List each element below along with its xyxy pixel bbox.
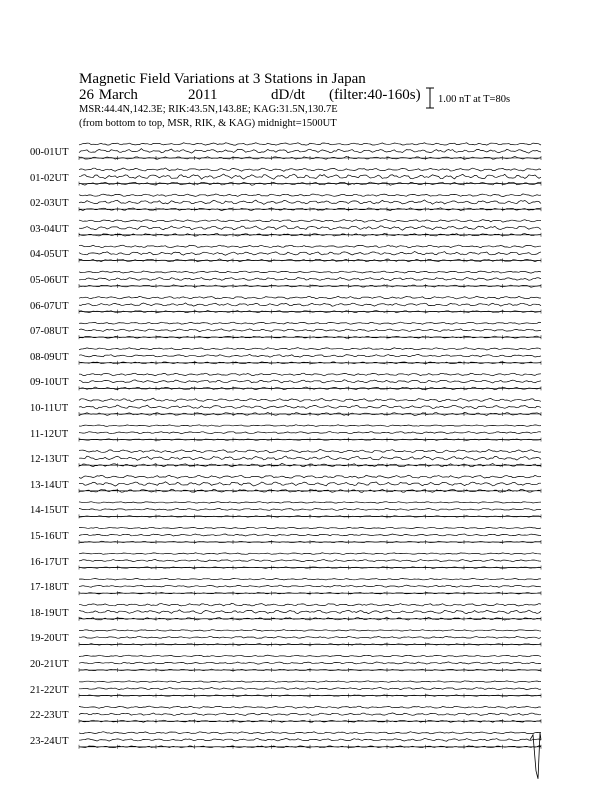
trace-kag [79,398,541,401]
trace-group [79,143,541,779]
trace-rik [79,354,541,357]
hour-label: 02-03UT [30,198,69,210]
trace-rik [79,226,541,230]
trace-kag [79,475,541,478]
scale-label: 1.00 nT at T=80s [438,94,511,105]
trace-kag [79,296,541,299]
component-label: dD/dt [271,87,306,103]
trace-kag [79,630,541,632]
hour-label: 04-05UT [30,249,69,261]
hour-label: 18-19UT [30,607,69,619]
trace-kag [79,143,541,145]
hour-label: 00-01UT [30,147,69,158]
trace-rik [79,713,541,716]
hour-label: 07-08UT [30,326,69,338]
trace-rik [79,329,541,332]
trace-rik [79,278,541,281]
filter-label: (filter:40-160s) [329,87,421,103]
trace-kag [79,706,541,708]
chart-title: Magnetic Field Variations at 3 Stations in Japan [79,71,366,87]
hour-label: 03-04UT [30,223,69,235]
hour-label: 10-11UT [30,403,69,414]
trace-kag [79,578,541,580]
trace-rik [79,149,541,154]
trace-order-note: (from bottom to top, MSR, RIK, & KAG) midnight=1500UT [79,118,337,129]
trace-kag [79,271,541,273]
trace-rik [79,380,541,383]
trace-kag [79,681,541,683]
trace-kag [79,322,541,324]
trace-kag [79,245,541,248]
hour-label: 13-14UT [30,479,69,491]
year-label: 2011 [188,87,218,103]
hour-label: 17-18UT [30,582,69,594]
hour-label: 23-24UT [30,735,69,747]
trace-kag [79,502,541,503]
hour-label: 11-12UT [30,428,69,440]
hour-label: 06-07UT [30,300,69,312]
hour-label: 14-15UT [30,505,69,517]
trace-rik [79,688,541,690]
trace-kag [79,348,541,350]
trace-rik [79,482,541,486]
hour-label: 12-13UT [30,454,69,466]
hour-label: 09-10UT [30,377,69,389]
scale-bar [426,88,434,108]
trace-rik [79,405,541,409]
trace-kag [79,603,541,606]
hour-label: 20-21UT [30,659,69,670]
trace-rik [79,636,541,638]
trace-kag [79,220,541,223]
trace-kag [79,553,541,555]
trace-kag [79,527,541,529]
trace-kag [79,425,541,427]
trace-rik [79,534,541,536]
hour-label: 05-06UT [30,275,69,286]
trace-rik [79,174,541,179]
trace-kag [79,732,541,734]
trace-rik [79,200,541,204]
trace-rik [79,508,541,510]
trace-rik [79,585,541,587]
hour-label: 16-17UT [30,556,69,568]
stations-label: MSR:44.4N,142.3E; RIK:43.5N,143.8E; KAG:31.5N,130.7E [79,104,338,115]
trace-rik [79,610,541,614]
trace-rik [79,252,541,256]
hour-label: 22-23UT [30,710,69,722]
trace-kag [79,373,541,376]
trace-rik [79,432,541,434]
hour-label: 08-09UT [30,351,69,363]
trace-kag [79,449,541,452]
hour-label: 19-20UT [30,633,69,645]
trace-rik [79,456,541,460]
date-label: 26 March [79,87,138,103]
trace-rik [79,560,541,562]
trace-rik [79,739,541,742]
trace-rik [79,303,541,306]
trace-kag [79,194,541,197]
trace-kag [79,168,541,171]
hour-label: 15-16UT [30,531,69,542]
trace-rik [79,662,541,664]
hour-label: 21-22UT [30,684,69,696]
trace-kag [79,655,541,657]
hour-label: 01-02UT [30,172,69,184]
